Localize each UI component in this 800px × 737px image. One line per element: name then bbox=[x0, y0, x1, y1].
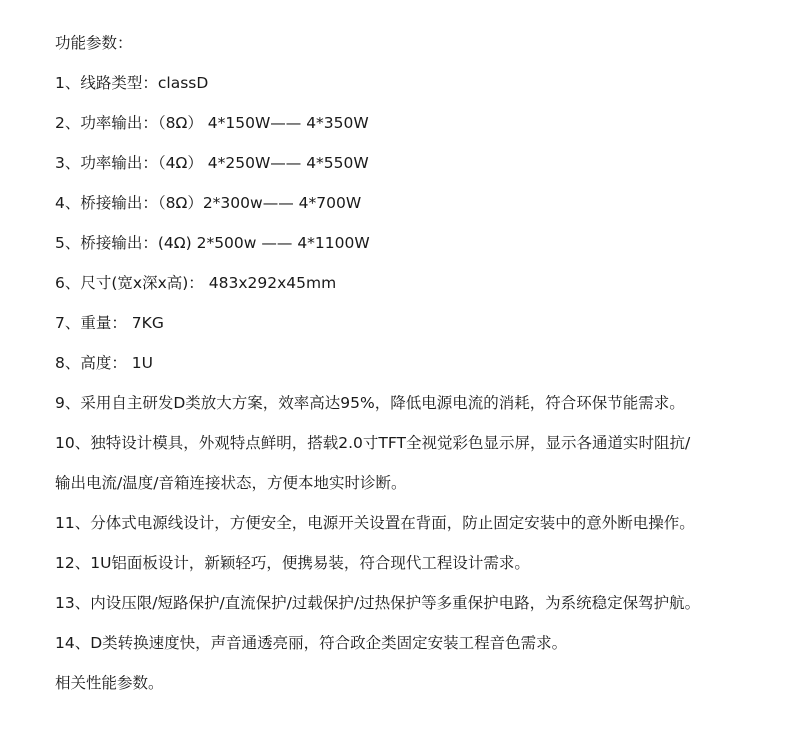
spec-item-9: 9、采用自主研发D类放大方案，效率高达95%，降低电源电流的消耗，符合环保节能需求。 bbox=[55, 394, 685, 412]
section-title: 功能参数： bbox=[55, 34, 133, 52]
spec-item-13: 13、内设压限/短路保护/直流保护/过载保护/过热保护等多重保护电路，为系统稳定保驾护航。 bbox=[55, 594, 701, 612]
spec-item-10: 10、独特设计模具，外观特点鲜明，搭载2.0寸TFT全视觉彩色显示屏，显示各通道实时阻抗/ bbox=[55, 434, 691, 452]
footer-text: 相关性能参数。 bbox=[55, 674, 164, 692]
spec-item-8: 8、高度： 1U bbox=[55, 354, 153, 372]
spec-item-11: 11、分体式电源线设计，方便安全，电源开关设置在背面，防止固定安装中的意外断电操作。 bbox=[55, 514, 695, 532]
spec-item-14: 14、D类转换速度快，声音通透亮丽，符合政企类固定安装工程音色需求。 bbox=[55, 634, 568, 652]
spec-item-2: 2、功率输出：（8Ω） 4*150W—— 4*350W bbox=[55, 114, 369, 132]
spec-document bbox=[55, 30, 795, 710]
spec-item-3: 3、功率输出：（4Ω） 4*250W—— 4*550W bbox=[55, 154, 369, 172]
spec-item-6: 6、尺寸(宽x深x高)： 483x292x45mm bbox=[55, 274, 337, 292]
spec-item-5: 5、桥接输出：(4Ω) 2*500w —— 4*1100W bbox=[55, 234, 370, 252]
spec-item-7: 7、重量： 7KG bbox=[55, 314, 164, 332]
spec-item-1: 1、线路类型：classD bbox=[55, 74, 209, 92]
spec-item-10-continued: 输出电流/温度/音箱连接状态，方便本地实时诊断。 bbox=[55, 474, 407, 492]
spec-item-12: 12、1U铝面板设计，新颖轻巧，便携易装，符合现代工程设计需求。 bbox=[55, 554, 530, 572]
spec-item-4: 4、桥接输出：（8Ω）2*300w—— 4*700W bbox=[55, 194, 362, 212]
